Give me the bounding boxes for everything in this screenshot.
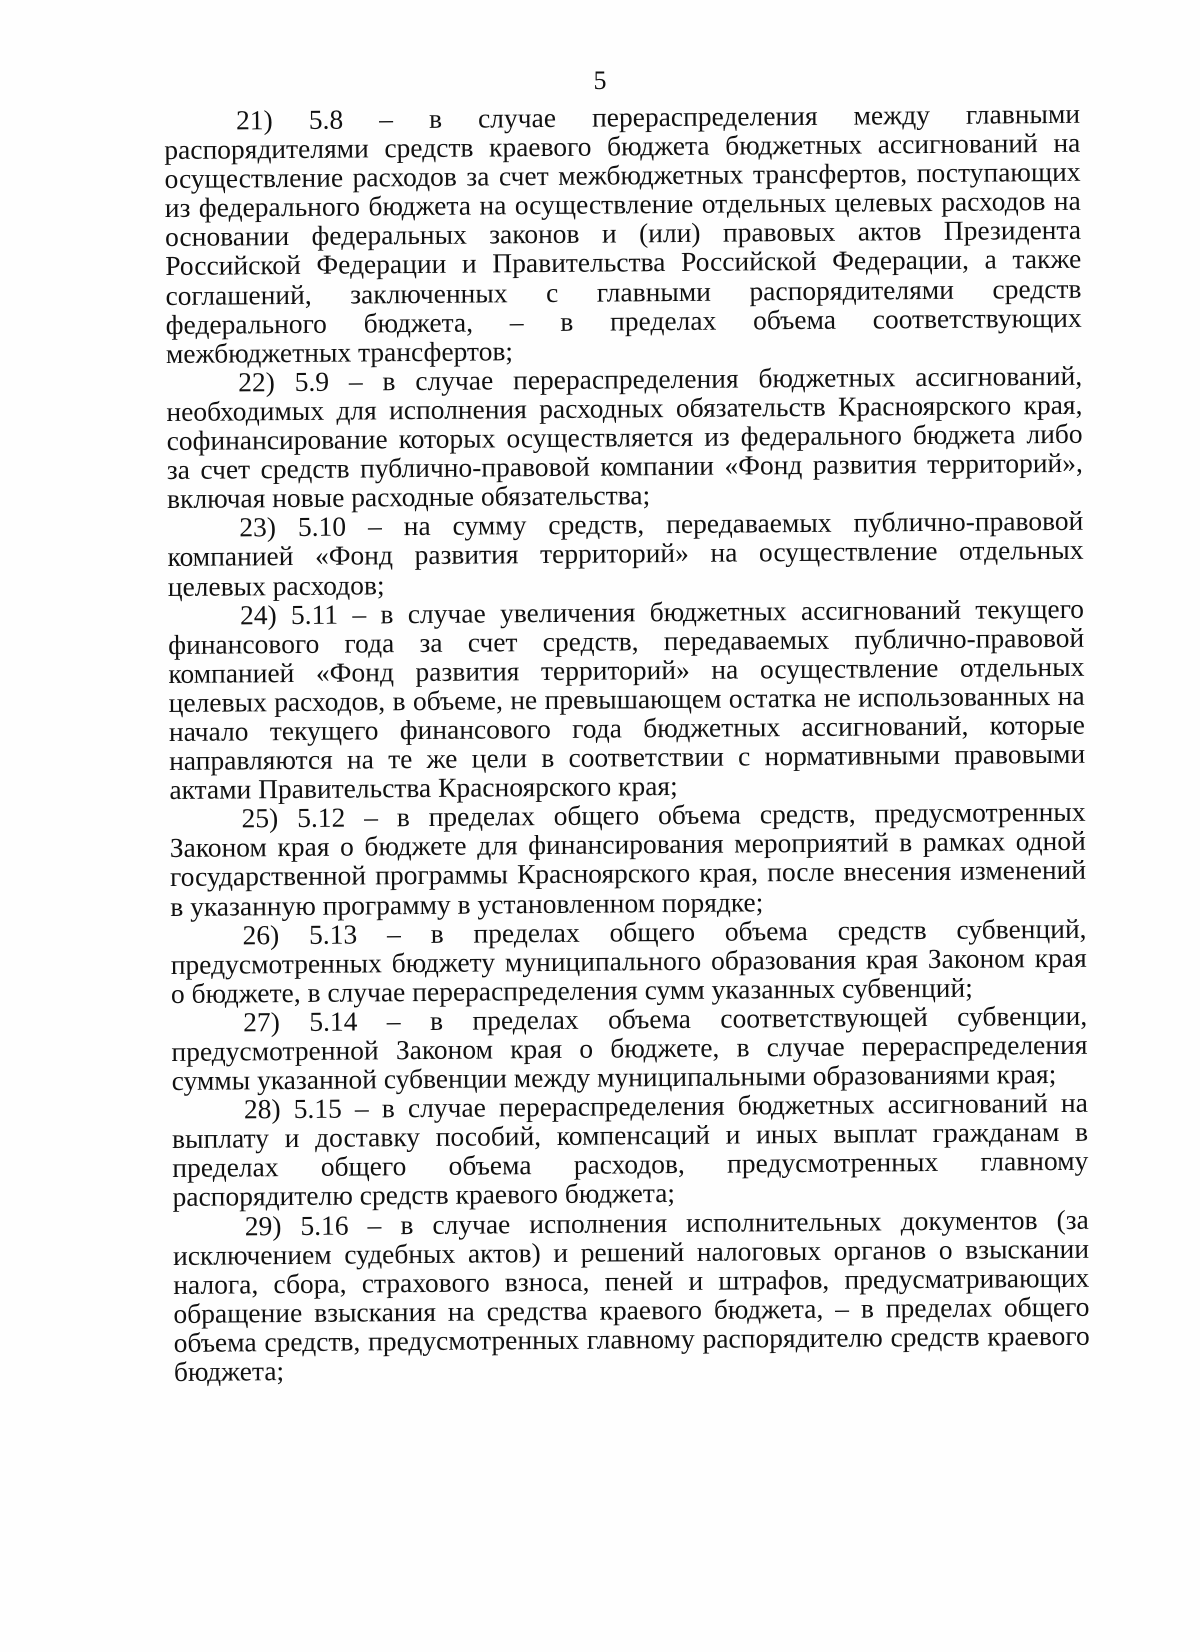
document-body	[164, 99, 1090, 1386]
paragraph-item-29: 29) 5.16 – в случае исполнения исполнительных документов (за исключением судебных актов) и решений налоговых органов о взыскании налога, сбора, страхового взноса, пеней и штрафов, предусматривающих обращение взыскания на средства краевого бюджета, – в пределах общего объема средств, предусмотренных главному распорядителю средств краевого бюджета;	[172, 1203, 1090, 1387]
paragraph-item-23: 23) 5.10 – на сумму средств, передаваемых публично-правовой компанией «Фонд развития территорий» на осуществление отдельных целевых расходов;	[167, 505, 1084, 602]
paragraph-item-28: 28) 5.15 – в случае перераспределения бюджетных ассигнований на выплату и доставку пособий, компенсаций и иных выплат гражданам в пределах общего объема расходов, предусмотренных главному распорядителю средств краевого бюджета;	[171, 1086, 1089, 1213]
paragraph-item-24: 24) 5.11 – в случае увеличения бюджетных ассигнований текущего финансового года за счет средств, передаваемых публично-правовой компанией «Фонд развития территорий» на осуществление отдельных целевых расходов, в объеме, не превышающем остатка не использованных на начало текущего финансового года бюджетных ассигнований, которые направляются на те же цели в соответствии с нормативными правовыми актами Правительства Красноярского края;	[168, 592, 1086, 806]
paragraph-item-26: 26) 5.13 – в пределах общего объема средств субвенций, предусмотренных бюджету муниципального образования края Законом края о бюджете, в случае перераспределения сумм указанных субвенций;	[170, 912, 1087, 1009]
paragraph-item-25: 25) 5.12 – в пределах общего объема средств, предусмотренных Законом края о бюджете для финансирования мероприятий в рамках одной государственной программы Красноярского края, после внесения изменений в указанную программу в установленном порядке;	[169, 796, 1087, 922]
paragraph-item-21: 21) 5.8 – в случае перераспределения между главными распорядителями средств краевого бюджета бюджетных ассигнований на осуществление расходов за счет межбюджетных трансфертов, поступающих из федерального бюджета на осуществление отдельных целевых расходов на основании федеральных законов и (или) правовых актов Президента Российской Федерации и Правительства Российской Федерации, а также соглашений, заключенных с главными распорядителями средств федерального бюджета, – в пределах объема соответствующих межбюджетных трансфертов;	[164, 97, 1082, 369]
page-number: 5	[593, 66, 607, 95]
paragraph-item-22: 22) 5.9 – в случае перераспределения бюджетных ассигнований, необходимых для исполнения расходных обязательств Красноярского края, софинансирование которых осуществляется из федерального бюджета либо за счет средств публично-правовой компании «Фонд развития территорий», включая новые расходные обязательства;	[166, 359, 1083, 515]
paragraph-item-27: 27) 5.14 – в пределах объема соответствующей субвенции, предусмотренной Законом края о бюджете, в случае перераспределения суммы указанной субвенции между муниципальными образованиями края;	[171, 999, 1088, 1097]
